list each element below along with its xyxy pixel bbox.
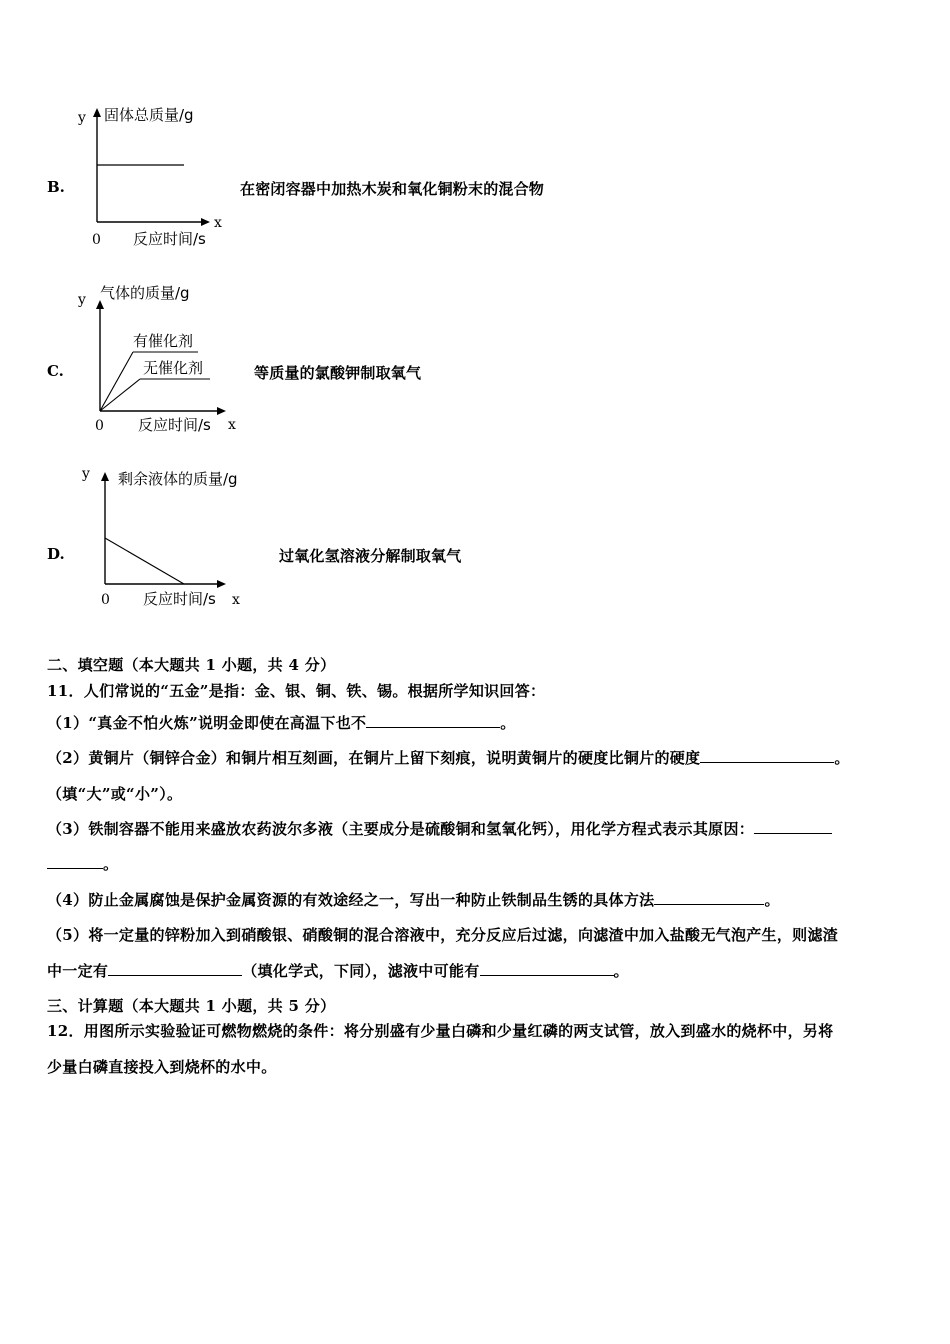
x-axis-letter: x: [232, 592, 240, 608]
x-axis-label: 反应时间/s: [138, 416, 211, 434]
curve-label-without-catalyst: 无催化剂: [143, 359, 204, 377]
graph-c: [70, 282, 260, 437]
curve-without-catalyst: [100, 379, 140, 411]
x-axis-label: 反应时间/s: [133, 230, 206, 248]
y-axis-label: 固体总质量/g: [104, 106, 194, 124]
answer-blank[interactable]: [654, 889, 764, 905]
question-12-line-1: 12．用图所示实验验证可燃物燃烧的条件：将分别盛有少量白磷和少量红磷的两支试管，放入到盛水的烧杯中，另将: [47, 1022, 834, 1040]
answer-blank[interactable]: [754, 818, 832, 834]
section-2-heading: 二、填空题（本大题共 1 小题，共 4 分）: [47, 656, 336, 674]
question-11-stem: 11．人们常说的“五金”是指：金、银、铜、铁、锡。根据所学知识回答：: [47, 682, 546, 700]
answer-blank[interactable]: [108, 960, 242, 976]
option-c-description: 等质量的氯酸钾制取氧气: [254, 364, 422, 382]
question-11-part-3-cont: 。: [47, 853, 118, 874]
question-12-line-2: 少量白磷直接投入到烧杯的水中。: [47, 1058, 277, 1076]
graph-d: [70, 462, 270, 612]
y-axis-label: 气体的质量/g: [100, 284, 190, 302]
answer-blank[interactable]: [480, 960, 614, 976]
origin-label: 0: [92, 232, 101, 248]
option-b-description: 在密闭容器中加热木炭和氧化铜粉末的混合物: [240, 180, 545, 198]
question-11-part-5-cont: 中一定有 （填化学式，下同），滤液中可能有 。: [47, 962, 629, 980]
question-11-part-1: （1）“真金不怕火炼”说明金即使在高温下也不 。: [47, 714, 516, 732]
curve-decreasing: [105, 538, 184, 584]
answer-blank[interactable]: [366, 712, 500, 728]
y-axis-letter: y: [82, 466, 90, 482]
graph-b: [70, 100, 250, 250]
question-11-part-5: （5）将一定量的锌粉加入到硝酸银、硝酸铜的混合溶液中，充分反应后过滤，向滤渣中加入盐酸无气泡产生，则滤渣: [47, 926, 839, 944]
option-c-label: C.: [47, 362, 64, 380]
option-d-label: D.: [47, 545, 65, 563]
curve-label-with-catalyst: 有催化剂: [133, 332, 194, 350]
answer-blank[interactable]: [47, 853, 103, 869]
option-d-description: 过氧化氢溶液分解制取氧气: [279, 547, 462, 565]
y-axis-letter: y: [78, 110, 86, 126]
question-11-part-4: （4）防止金属腐蚀是保护金属资源的有效途经之一，写出一种防止铁制品生锈的具体方法 。: [47, 891, 780, 909]
x-axis-letter: x: [214, 215, 222, 231]
question-11-part-2-hint: （填“大”或“小”）。: [47, 785, 183, 803]
question-11-part-3: （3）铁制容器不能用来盛放农药波尔多液（主要成分是硫酸铜和氢氧化钙），用化学方程式表示其原因：: [47, 818, 832, 839]
x-axis-label: 反应时间/s: [143, 590, 216, 608]
y-axis-label: 剩余液体的质量/g: [118, 470, 238, 488]
x-axis-letter: x: [228, 417, 236, 433]
curve-with-catalyst: [100, 352, 133, 411]
answer-blank[interactable]: [700, 747, 834, 763]
origin-label: 0: [101, 592, 110, 608]
y-axis-letter: y: [78, 292, 86, 308]
option-b-label: B.: [47, 178, 65, 196]
question-11-part-2: （2）黄铜片（铜锌合金）和铜片相互刻画，在铜片上留下刻痕，说明黄铜片的硬度比铜片的硬度 。: [47, 749, 850, 767]
origin-label: 0: [95, 418, 104, 434]
section-3-heading: 三、计算题（本大题共 1 小题，共 5 分）: [47, 997, 336, 1015]
